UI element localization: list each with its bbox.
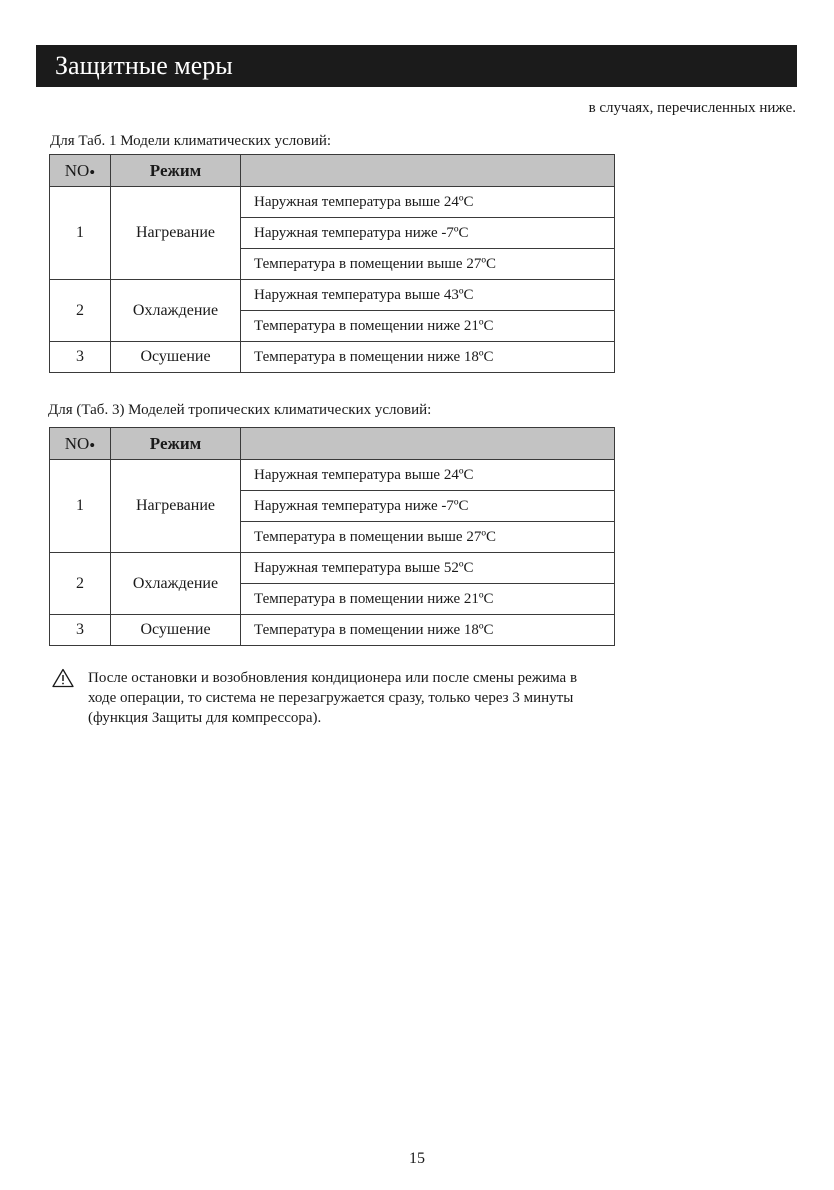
table1-caption: Для Таб. 1 Модели климатических условий: — [50, 133, 332, 149]
row-condition: Наружная температура выше 24ºC — [241, 187, 615, 218]
caution-text: После остановки и возобновления кондиционера или после смены режима в ходе операции, то система не перезагружается сразу, только через 3 минуты (функция Защиты для компрессора). — [88, 670, 578, 726]
row-number: 1 — [50, 460, 111, 553]
row-condition: Наружная температура ниже -7ºC — [241, 491, 615, 522]
table-row — [50, 342, 615, 373]
row-condition: Наружная температура выше 24ºC — [241, 460, 615, 491]
protection-table-2 — [49, 427, 615, 646]
table-row — [50, 553, 615, 584]
header-no: NO• — [50, 155, 111, 187]
row-number: 3 — [50, 615, 111, 646]
row-mode: Охлаждение — [111, 553, 241, 615]
row-mode: Осушение — [111, 342, 241, 373]
protection-table-1 — [49, 154, 615, 373]
row-condition: Температура в помещении ниже 21ºC — [241, 311, 615, 342]
row-condition: Температура в помещении ниже 21ºC — [241, 584, 615, 615]
row-condition: Температура в помещении выше 27ºC — [241, 522, 615, 553]
row-condition: Наружная температура выше 52ºC — [241, 553, 615, 584]
table-row — [50, 460, 615, 491]
row-mode: Охлаждение — [111, 280, 241, 342]
header-condition — [241, 428, 615, 460]
row-mode: Осушение — [111, 615, 241, 646]
row-number: 2 — [50, 280, 111, 342]
row-mode: Нагревание — [111, 460, 241, 553]
header-no: NO• — [50, 428, 111, 460]
row-condition: Температура в помещении ниже 18ºC — [241, 342, 615, 373]
section-header-bar — [36, 45, 797, 87]
row-condition: Наружная температура выше 43ºC — [241, 280, 615, 311]
intro-text: в случаях, перечисленных ниже. — [588, 100, 796, 116]
row-condition: Температура в помещении выше 27ºC — [241, 249, 615, 280]
table-header-row — [50, 428, 615, 460]
table-row — [50, 280, 615, 311]
header-mode: Режим — [111, 155, 241, 187]
page-number: 15 — [409, 1150, 425, 1167]
warning-triangle-icon — [52, 668, 74, 688]
table-row — [50, 187, 615, 218]
table-row — [50, 615, 615, 646]
row-number: 2 — [50, 553, 111, 615]
table2-caption: Для (Таб. 3) Моделей тропических климатических условий: — [48, 402, 432, 418]
row-condition: Температура в помещении ниже 18ºC — [241, 615, 615, 646]
row-number: 3 — [50, 342, 111, 373]
row-mode: Нагревание — [111, 187, 241, 280]
row-condition: Наружная температура ниже -7ºC — [241, 218, 615, 249]
table-header-row — [50, 155, 615, 187]
header-mode: Режим — [111, 428, 241, 460]
row-number: 1 — [50, 187, 111, 280]
page-title: Защитные меры — [55, 51, 233, 80]
header-condition — [241, 155, 615, 187]
